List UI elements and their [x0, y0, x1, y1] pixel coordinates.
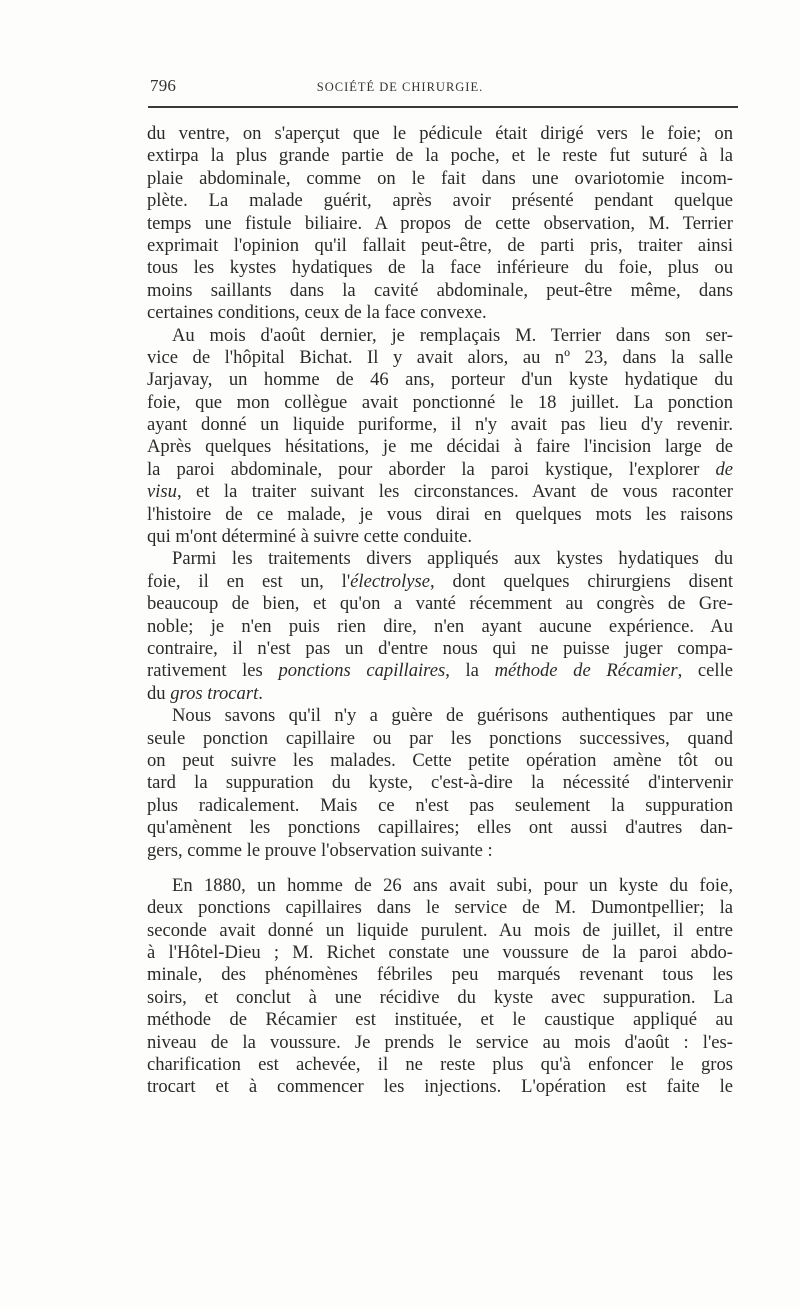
text-line: qu'amènent les ponctions capillaires; elles ont aussi d'autres dan- — [147, 817, 733, 839]
page-number: 796 — [150, 76, 177, 95]
paragraph-gap — [147, 862, 733, 875]
text-line: Parmi les traitements divers appliqués aux kystes hydatiques du — [172, 548, 733, 570]
text-line: qui m'ont déterminé à suivre cette conduite. — [147, 526, 473, 548]
text-line: Au mois d'août dernier, je remplaçais M. Terrier dans son ser- — [172, 324, 733, 346]
text-line: gers, comme le prouve l'observation suivante : — [147, 839, 493, 861]
header-rule — [148, 106, 738, 108]
text-line: niveau de la voussure. Je prends le service au mois d'août : l'es- — [147, 1031, 733, 1053]
text-line: visu, et la traiter suivant les circonstances. Avant de vous raconter — [147, 481, 733, 503]
text-line: plaie abdominale, comme on le fait dans une ovariotomie incom- — [147, 167, 733, 189]
text-line: soirs, et conclut à une récidive du kyste avec suppuration. La — [147, 986, 733, 1008]
text-line: vice de l'hôpital Bichat. Il y avait alors, au nº 23, dans la salle — [147, 346, 733, 368]
text-line: Après quelques hésitations, je me décidai à faire l'incision large de — [147, 436, 733, 458]
text-line: méthode de Récamier est instituée, et le caustique appliqué au — [147, 1009, 733, 1031]
text-line: plus radicalement. Mais ce n'est pas seulement la suppuration — [147, 794, 733, 816]
text-line: du ventre, on s'aperçut que le pédicule était dirigé vers le foie; on — [147, 123, 733, 144]
text-line: charification est achevée, il ne reste plus qu'à enfoncer le gros — [147, 1054, 733, 1076]
text-line: beaucoup de bien, et qu'on a vanté récemment au congrès de Gre- — [147, 593, 733, 615]
text-line: ayant donné un liquide puriforme, il n'y avait pas lieu d'y revenir. — [147, 414, 733, 436]
text-line: on peut suivre les malades. Cette petite opération amène tôt ou — [147, 749, 733, 771]
text-line: moins saillants dans la cavité abdominale, peut-être même, dans — [147, 279, 733, 301]
text-line: certaines conditions, ceux de la face convexe. — [147, 302, 487, 324]
body-text — [147, 123, 733, 1099]
text-line: foie, que mon collègue avait ponctionné le 18 juillet. La ponction — [147, 391, 733, 413]
text-line: exprimait l'opinion qu'il fallait peut-être, de parti pris, traiter ainsi — [147, 234, 733, 256]
text-line: à l'Hôtel-Dieu ; M. Richet constate une voussure de la paroi abdo- — [147, 942, 733, 964]
text-line: extirpa la plus grande partie de la poche, et le reste fut suturé à la — [147, 145, 733, 167]
text-line: seule ponction capillaire ou par les ponctions successives, quand — [147, 727, 733, 749]
italic-text: gros trocart — [170, 682, 259, 704]
italic-text: visu — [147, 481, 177, 503]
text-line: tard la suppuration du kyste, c'est-à-dire la nécessité d'intervenir — [147, 772, 733, 794]
text-line: temps une fistule biliaire. A propos de cette observation, M. Terrier — [147, 212, 733, 234]
text-line: Jarjavay, un homme de 46 ans, porteur d'un kyste hydatique du — [147, 369, 733, 391]
text-line: du gros trocart. — [147, 682, 263, 704]
text-line: la paroi abdominale, pour aborder la paroi kystique, l'explorer de — [147, 458, 733, 480]
text-line: foie, il en est un, l'électrolyse, dont quelques chirurgiens disent — [147, 570, 733, 592]
text-line: l'histoire de ce malade, je vous dirai en quelques mots les raisons — [147, 503, 733, 525]
text-line: trocart et à commencer les injections. L'opération est faite le — [147, 1076, 733, 1098]
text-line: plète. La malade guérit, après avoir présenté pendant quelque — [147, 190, 733, 212]
running-head: SOCIÉTÉ DE CHIRURGIE. — [316, 80, 484, 94]
text-line: Nous savons qu'il n'y a guère de guérisons authentiques par une — [172, 705, 733, 727]
text-line: noble; je n'en puis rien dire, n'en ayant aucune expérience. Au — [147, 615, 733, 637]
text-line: rativement les ponctions capillaires, la méthode de Récamier, celle — [147, 660, 733, 682]
text-line: seconde avait donné un liquide purulent. Au mois de juillet, il entre — [147, 919, 733, 941]
text-line: tous les kystes hydatiques de la face inférieure du foie, plus ou — [147, 257, 733, 279]
text-line: En 1880, un homme de 26 ans avait subi, pour un kyste du foie, — [172, 874, 733, 896]
italic-text: de — [715, 458, 733, 480]
italic-text: méthode de Récamier — [494, 660, 678, 682]
text-line: contraire, il n'est pas un d'entre nous qui ne puisse juger compa- — [147, 637, 733, 659]
text-line: minale, des phénomènes fébriles peu marqués revenant tous les — [147, 964, 733, 986]
italic-text: électrolyse — [350, 570, 431, 592]
italic-text: ponctions capillaires — [278, 660, 446, 682]
text-line: deux ponctions capillaires dans le service de M. Dumontpellier; la — [147, 897, 733, 919]
